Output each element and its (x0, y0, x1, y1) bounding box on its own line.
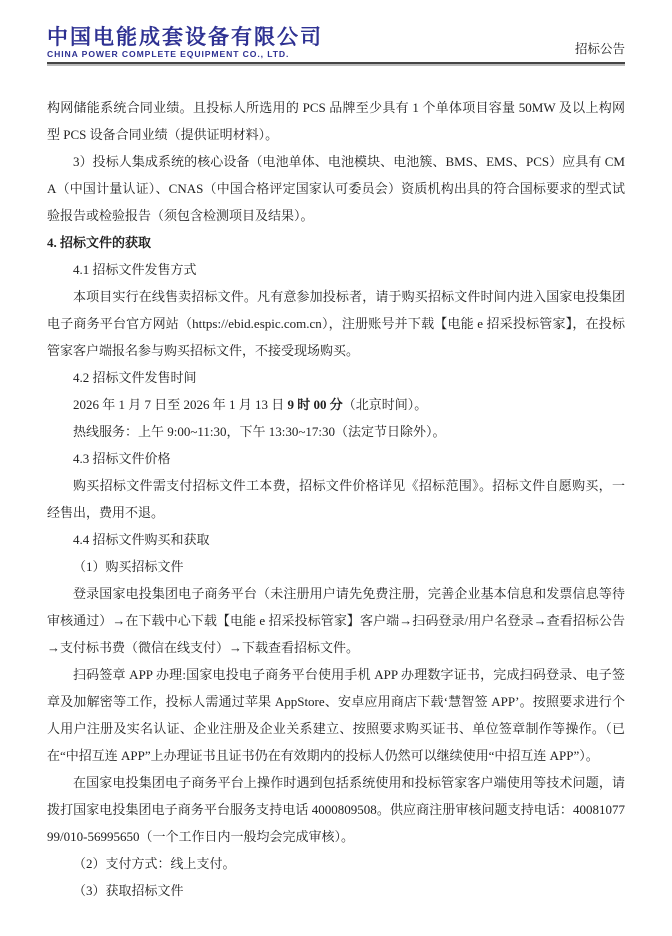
paragraph-4-1-sale-method: 本项目实行在线售卖招标文件。凡有意参加投标者，请于购买招标文件时间内进入国家电投集团电子商务平台官方网站（https://ebid.espic.com.cn），注册账号并下载【电能 e 招采投标管家】，在投标管家客户端报名参与购买招标文件，不接受现场购买。 (47, 288, 625, 358)
paragraph-4-4-sign-app: 扫码签章 APP 办理:国家电投电子商务平台使用手机 APP 办理数字证书，完成扫码登录、电子签章及加解密等工作，投标人需通过苹果 AppStore、安卓应用商店下载‘慧智签 APP’。按照要求进行个人用户注册及实名认证、企业注册及企业关系建立、按照要求购买证书、单位签章制作等操作。（已在“中招互连 APP”上办理证书且证书仍在有效期内的投标人仍然可以继续使用“中招互连 APP”）。 (47, 666, 625, 763)
subheading-4-4: 4.4 招标文件购买和获取 (73, 531, 210, 547)
subheading-4-2: 4.2 招标文件发售时间 (73, 369, 197, 385)
sale-period-start: 2026 年 1 月 7 日至 2026 年 1 月 13 日 (73, 396, 288, 412)
company-name-cn: 中国电能成套设备有限公司 (47, 26, 323, 49)
sale-period-timezone: （北京时间）。 (342, 396, 428, 412)
subheading-4-3: 4.3 招标文件价格 (73, 450, 171, 466)
paragraph-4-2-sale-period (47, 391, 625, 418)
subheading-4-4-item3: （3）获取招标文件 (73, 882, 184, 898)
section-heading-4: 4. 招标文件的获取 (47, 234, 152, 250)
header-rule (47, 62, 625, 64)
paragraph-4-4-purchase-steps: 登录国家电投集团电子商务平台（未注册用户请先免费注册，完善企业基本信息和发票信息等待审核通过）→在下载中心下载【电能 e 招采投标管家】客户端→扫码登录/用户名登录→查看招标公告→支付标书费（微信在线支付）→下载查看招标文件。 (47, 585, 625, 655)
company-name-en: CHINA POWER COMPLETE EQUIPMENT CO., LTD. (47, 49, 290, 59)
subheading-4-4-item2: （2）支付方式：线上支付。 (73, 855, 236, 871)
paragraph-4-2-hotline: 热线服务：上午 9:00~11:30，下午 13:30~17:30（法定节日除外）。 (73, 423, 446, 439)
document-header (47, 27, 625, 59)
paragraph-carryover: 构网储能系统合同业绩。且投标人所选用的 PCS 品牌至少具有 1 个单体项目容量 50MW 及以上构网型 PCS 设备合同业绩（提供证明材料）。 (47, 99, 625, 142)
paragraph-item3: 3）投标人集成系统的核心设备（电池单体、电池模块、电池簇、BMS、EMS、PCS）应具有 CMA（中国计量认证）、CNAS（中国合格评定国家认可委员会）资质机构出具的符合国标要求的型式试验报告或检验报告（须包含检测项目及结果）。 (47, 153, 625, 223)
paragraph-4-3-price: 购买招标文件需支付招标文件工本费，招标文件价格详见《招标范围》。招标文件自愿购买，一经售出，费用不退。 (47, 477, 625, 520)
doc-type-label: 招标公告 (574, 41, 625, 56)
paragraph-4-4-support-phones: 在国家电投集团电子商务平台上操作时遇到包括系统使用和投标管家客户端使用等技术问题，请拨打国家电投集团电子商务平台服务支持电话 4000809508。供应商注册审核问题支持电话：4008107799/010-56995650（一个工作日内一般均会完成审核）。 (47, 774, 625, 844)
document-body (47, 94, 625, 904)
sale-end-time: 9 时 00 分 (287, 396, 343, 412)
subheading-4-1: 4.1 招标文件发售方式 (73, 261, 197, 277)
subheading-4-4-item1: （1）购买招标文件 (73, 558, 184, 574)
company-logo (47, 27, 323, 59)
